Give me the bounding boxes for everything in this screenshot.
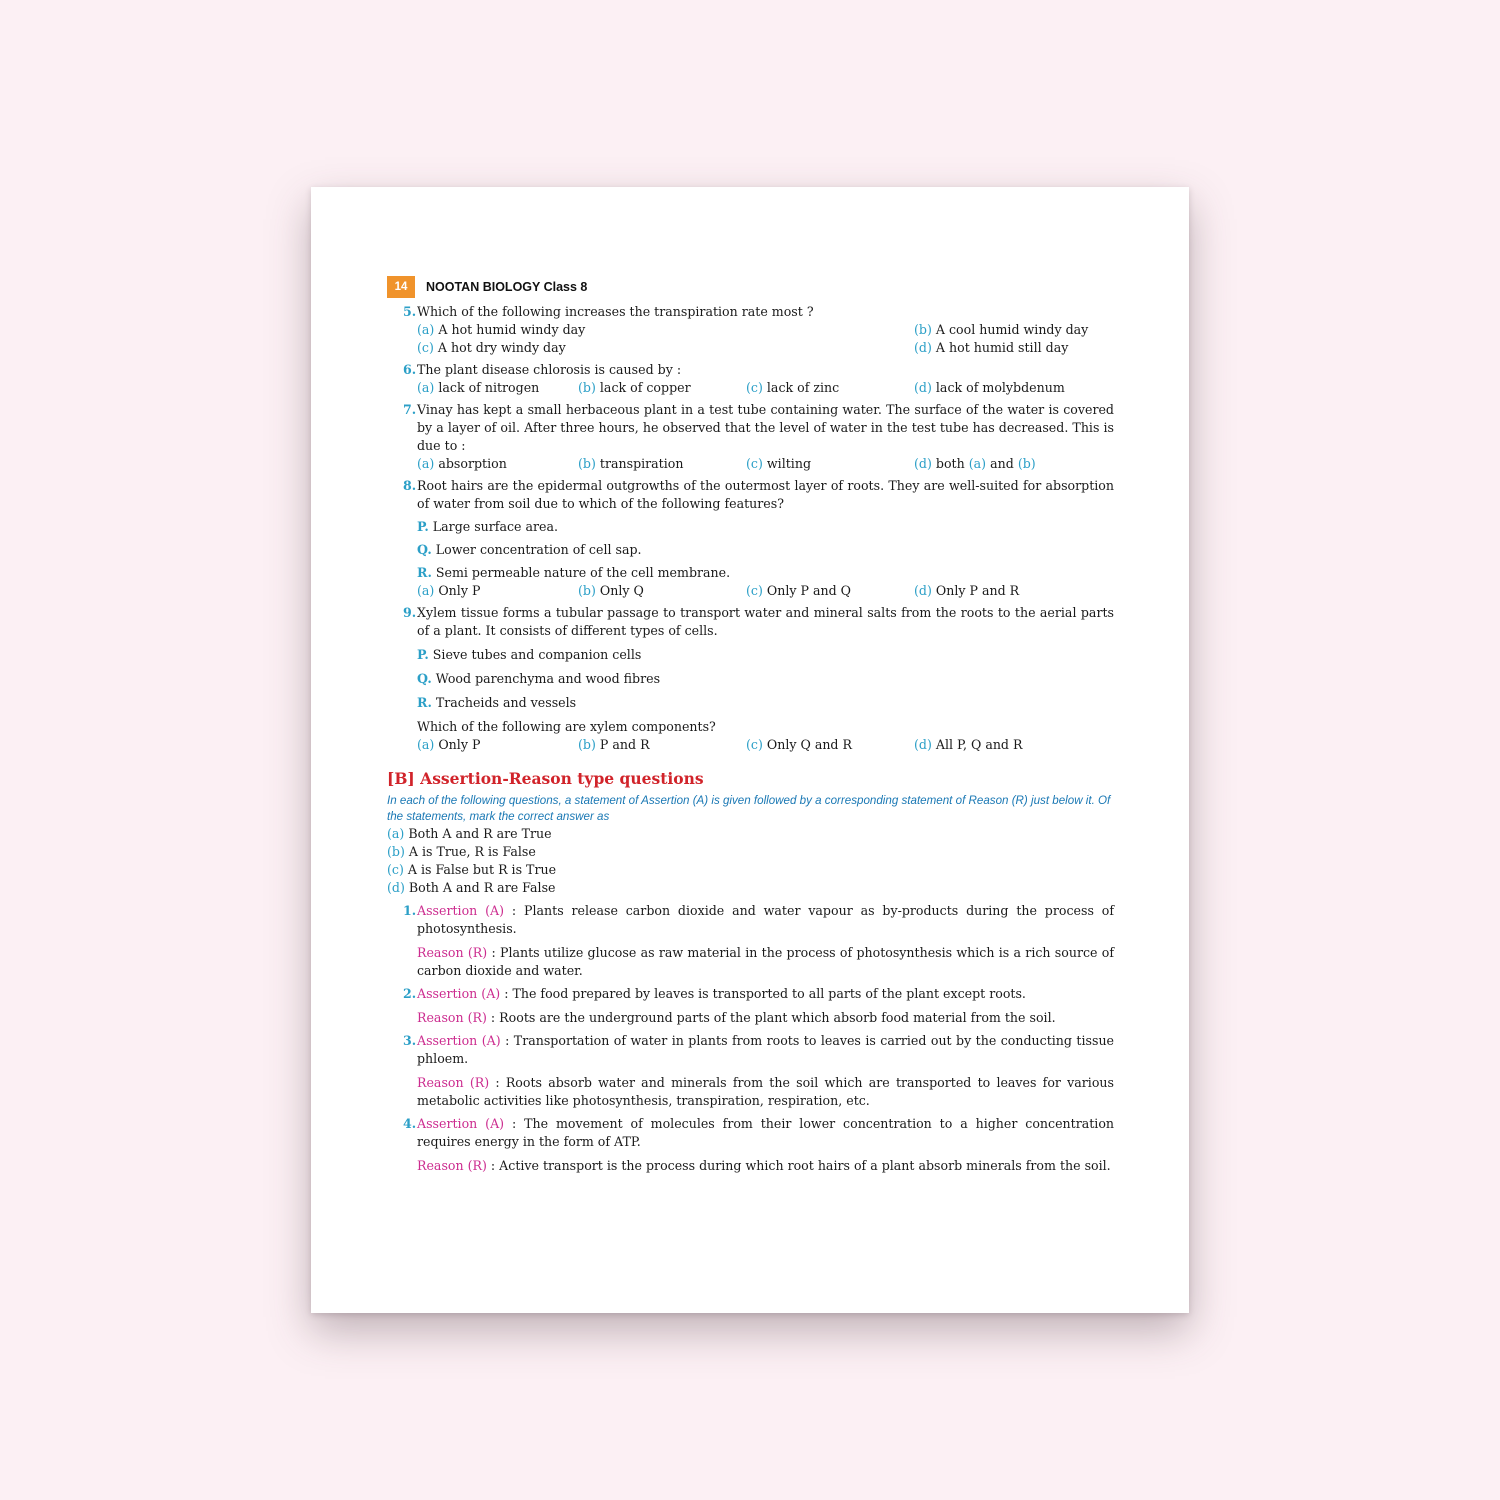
option-d: (d) A hot humid still day: [914, 340, 1069, 355]
reason: Reason (R) : Active transport is the process during which root hairs of a plant absorb minerals from the soil.: [417, 1158, 1111, 1173]
assertion: Assertion (A) : Transportation of water in plants from roots to leaves is carried out by the conducting tissue phloem.: [417, 1033, 1115, 1066]
reason: Reason (R) : Roots are the underground parts of the plant which absorb food material from the soil.: [417, 1010, 1056, 1025]
ar-option-b: (b) A is True, R is False: [387, 844, 536, 859]
question-text: Root hairs are the epidermal outgrowths of the outermost layer of roots. They are well-suited for absorption of water from soil due to which of the following features?: [417, 478, 1114, 511]
option-c: (c) wilting: [746, 456, 812, 471]
question-number: 6.: [403, 362, 417, 377]
page-number-badge: 14: [387, 276, 415, 298]
followup-text: Which of the following are xylem components?: [417, 719, 716, 734]
question-text: Vinay has kept a small herbaceous plant in a test tube containing water. The surface of the water is covered by a layer of oil. After three hours, he observed that the level of water in the test tube has decreased. This is due to :: [417, 402, 1114, 453]
question-8: [387, 477, 1114, 600]
option-a: (a) A hot humid windy day: [417, 322, 586, 337]
assertion: Assertion (A) : Plants release carbon dioxide and water vapour as by-products during the process of photosynthesis.: [417, 903, 1115, 936]
option-b: (b) Only Q: [578, 583, 644, 598]
options: [417, 379, 1114, 397]
options: [417, 321, 1114, 357]
ar-option-d: (d) Both A and R are False: [387, 880, 556, 895]
ar-question-4: [387, 1115, 1114, 1175]
question-9: [387, 604, 1114, 754]
option-b: (b) A cool humid windy day: [914, 322, 1089, 337]
question-6: [387, 361, 1114, 397]
statement-p: P. Large surface area.: [417, 519, 558, 534]
statement-r: R. Tracheids and vessels: [417, 695, 577, 710]
reason: Reason (R) : Roots absorb water and minerals from the soil which are transported to leaves for various metabolic activities like photosynthesis, transpiration, respiration, etc.: [417, 1075, 1114, 1108]
page-header: [387, 275, 1114, 299]
options: [417, 736, 1114, 754]
option-c: (c) Only Q and R: [746, 737, 852, 752]
ar-question-3: [387, 1032, 1114, 1110]
option-b: (b) lack of copper: [578, 380, 691, 395]
statement-q: Q. Wood parenchyma and wood fibres: [417, 671, 661, 686]
option-d: (d) both (a) and (b): [914, 456, 1036, 471]
question-number: 5.: [403, 304, 417, 319]
reason: Reason (R) : Plants utilize glucose as raw material in the process of photosynthesis which is a rich source of carbon dioxide and water.: [417, 945, 1114, 978]
ar-option-c: (c) A is False but R is True: [387, 862, 557, 877]
option-a: (a) absorption: [417, 456, 507, 471]
option-a: (a) Only P: [417, 737, 481, 752]
question-number: 3.: [403, 1033, 417, 1048]
statement-p: P. Sieve tubes and companion cells: [417, 647, 642, 662]
section-b-title: [B] Assertion-Reason type questions: [387, 769, 704, 788]
question-number: 8.: [403, 478, 417, 493]
option-a: (a) Only P: [417, 583, 481, 598]
question-7: [387, 401, 1114, 473]
statement-r: R. Semi permeable nature of the cell membrane.: [417, 565, 731, 580]
question-number: 7.: [403, 402, 417, 417]
question-number: 4.: [403, 1116, 417, 1131]
assertion: Assertion (A) : The food prepared by leaves is transported to all parts of the plant except roots.: [417, 986, 1026, 1001]
question-number: 9.: [403, 605, 417, 620]
question-number: 2.: [403, 986, 417, 1001]
option-c: (c) lack of zinc: [746, 380, 840, 395]
options: [417, 582, 1114, 600]
page-content: [387, 275, 1114, 1175]
ar-option-a: (a) Both A and R are True: [387, 826, 552, 841]
question-5: [387, 303, 1114, 357]
option-a: (a) lack of nitrogen: [417, 380, 540, 395]
option-c: (c) Only P and Q: [746, 583, 851, 598]
assertion-reason-options: [387, 825, 1114, 897]
section-b-instruction: In each of the following questions, a statement of Assertion (A) is given followed by a corresponding statement of Reason (R) just below it. Of the statements, mark the correct answer as: [387, 794, 1111, 823]
option-b: (b) P and R: [578, 737, 650, 752]
option-d: (d) All P, Q and R: [914, 737, 1023, 752]
question-text: Which of the following increases the transpiration rate most ?: [417, 304, 814, 319]
options: [417, 455, 1114, 473]
question-text: The plant disease chlorosis is caused by :: [417, 362, 682, 377]
book-title: NOOTAN BIOLOGY Class 8: [426, 280, 588, 294]
question-text: Xylem tissue forms a tubular passage to transport water and mineral salts from the roots to the aerial parts of a plant. It consists of different types of cells.: [417, 605, 1114, 638]
option-c: (c) A hot dry windy day: [417, 340, 566, 355]
statement-q: Q. Lower concentration of cell sap.: [417, 542, 642, 557]
question-number: 1.: [403, 903, 417, 918]
option-d: (d) lack of molybdenum: [914, 380, 1065, 395]
assertion: Assertion (A) : The movement of molecules from their lower concentration to a higher concentration requires energy in the form of ATP.: [417, 1116, 1115, 1149]
option-d: (d) Only P and R: [914, 583, 1020, 598]
option-b: (b) transpiration: [578, 456, 684, 471]
ar-question-2: [387, 985, 1114, 1027]
ar-question-1: [387, 902, 1114, 980]
textbook-page: [311, 187, 1189, 1313]
